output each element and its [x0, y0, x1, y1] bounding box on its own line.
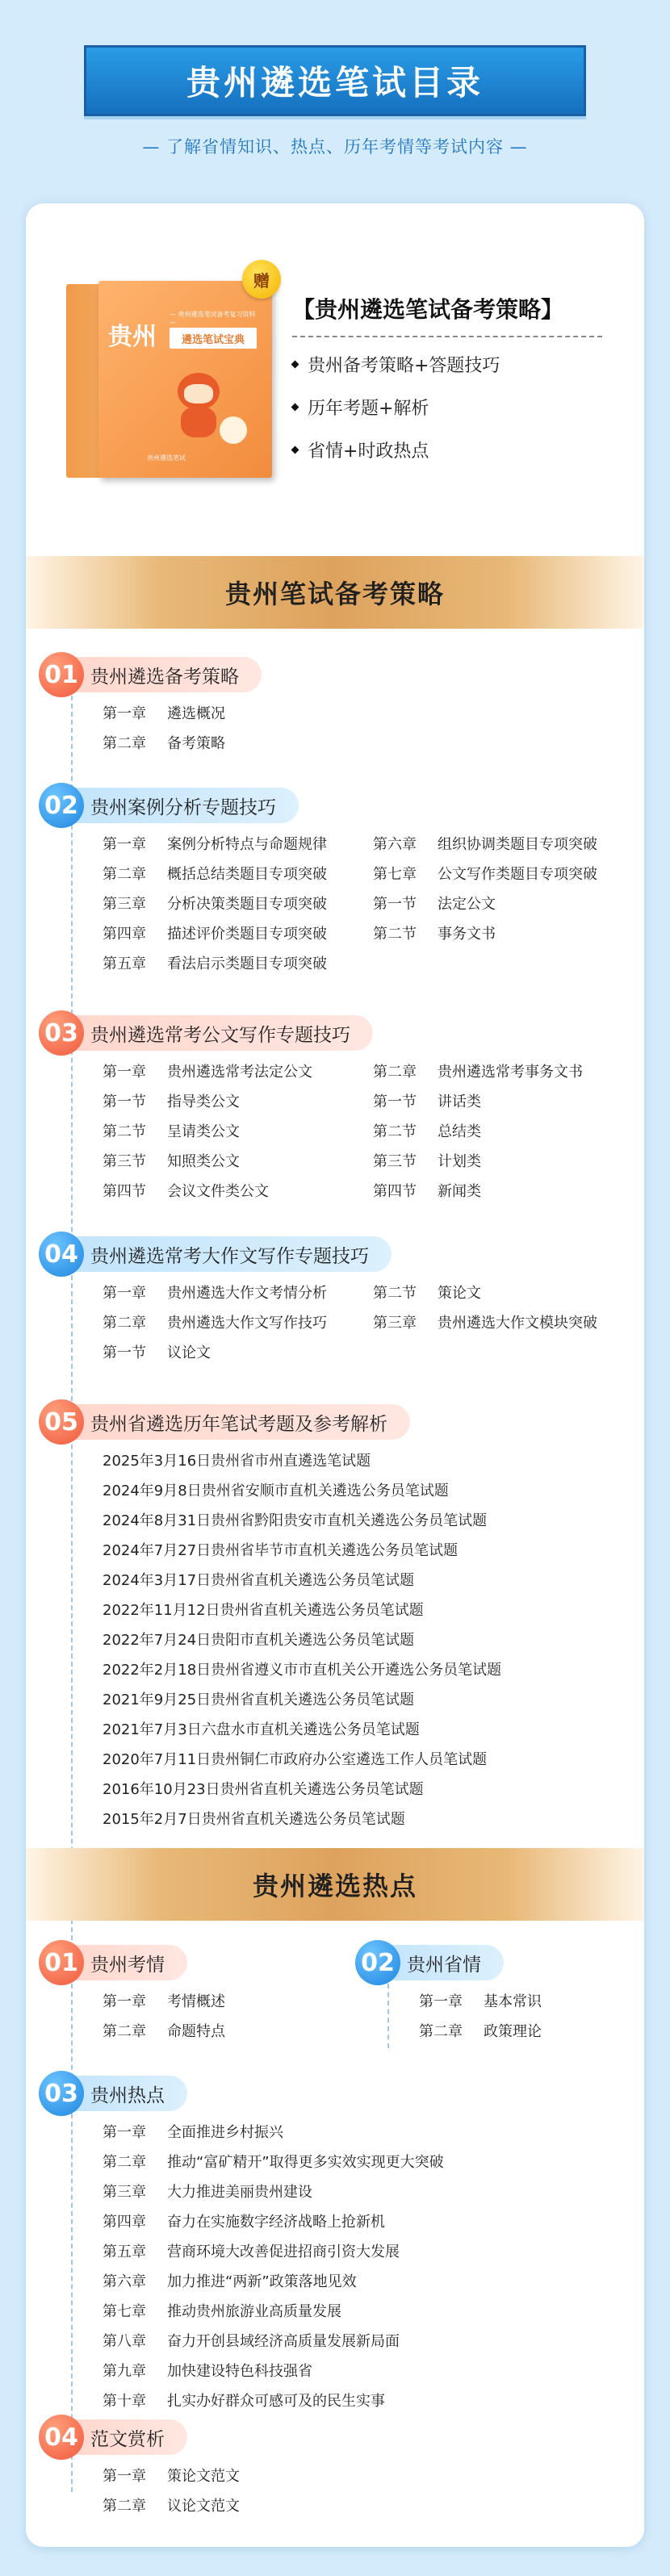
dashed-divider	[292, 336, 602, 337]
list-item: 第二章 概括总结类题目专项突破	[103, 865, 327, 883]
list-item: 第二节 呈请类公文	[103, 1123, 240, 1140]
list-item: 第二章 政策理论	[419, 2022, 542, 2040]
part-title: 贵州省情	[376, 1945, 504, 1980]
list-item: 2024年7月27日贵州省毕节市直机关遴选公务员笔试题	[103, 1541, 459, 1559]
list-item: 第四节 新闻类	[373, 1182, 481, 1200]
list-item: 2024年3月17日贵州省直机关遴选公务员笔试题	[103, 1571, 415, 1589]
part-01-list	[103, 697, 225, 757]
catalog-card	[26, 203, 644, 2547]
part-02-list-left	[103, 828, 327, 977]
gift-badge-icon: 赠	[242, 260, 281, 299]
list-item: 第一节 议论文	[103, 1344, 211, 1361]
part-header-02	[44, 786, 299, 825]
part-title: 贵州遴选常考大作文写作专题技巧	[60, 1236, 392, 1272]
list-item: 2021年9月25日贵州省直机关遴选公务员笔试题	[103, 1691, 415, 1708]
part-number: 01	[39, 1940, 84, 1985]
book-image	[58, 260, 284, 478]
diamond-bullet-icon	[291, 446, 299, 454]
part-number: 03	[39, 1010, 84, 1056]
strategy-title: 【贵州遴选笔试备考策略】	[292, 296, 564, 323]
timeline-line	[387, 1984, 389, 2048]
strategy-item: 历年考题+解析	[292, 395, 615, 420]
list-item: 第二章 推动“富矿精开”取得更多实效实现更大突破	[103, 2153, 444, 2171]
part-04-list-right	[373, 1277, 597, 1336]
hot-part-02-list	[419, 1985, 542, 2045]
list-item: 第三章 分析决策类题目专项突破	[103, 895, 327, 913]
list-item: 2022年7月24日贵阳市直机关遴选公务员笔试题	[103, 1631, 415, 1649]
part-number: 02	[39, 783, 84, 828]
section-header-hotspots: 贵州遴选热点	[26, 1848, 644, 1921]
list-item: 第二章 备考策略	[103, 734, 225, 752]
list-item: 第一章 策论文范文	[103, 2467, 240, 2485]
section-header-strategy: 贵州笔试备考策略	[26, 556, 644, 629]
list-item: 第四章 奋力在实施数字经济战略上抢新机	[103, 2213, 385, 2231]
list-item: 第一章 贵州遴选大作文考情分析	[103, 1284, 327, 1302]
book-publisher: 贵州遴选笔试	[147, 454, 186, 462]
list-item: 第八章 奋力开创县域经济高质量发展新局面	[103, 2332, 400, 2350]
diamond-bullet-icon	[291, 361, 299, 369]
list-item: 2024年8月31日贵州省黔阳贵安市直机关遴选公务员笔试题	[103, 1512, 488, 1529]
list-item: 第四节 会议文件类公文	[103, 1182, 269, 1200]
list-item: 2020年7月11日贵州铜仁市政府办公室遴选工作人员笔试题	[103, 1750, 488, 1768]
list-item: 第一章 遴选概况	[103, 705, 225, 722]
list-item: 第三节 计划类	[373, 1152, 481, 1170]
list-item: 第一章 案例分析特点与命题规律	[103, 835, 327, 853]
timeline-line	[71, 696, 73, 1997]
hot-part-header-04	[44, 2418, 187, 2457]
part-03-list-right	[373, 1056, 583, 1205]
hot-part-04-list	[103, 2460, 240, 2520]
part-title: 贵州案例分析专题技巧	[60, 788, 299, 823]
list-item: 第二章 贵州遴选常考事务文书	[373, 1063, 583, 1081]
list-item: 2016年10月23日贵州省直机关遴选公务员笔试题	[103, 1780, 424, 1798]
list-item: 第二章 议论文范文	[103, 2497, 240, 2515]
hot-part-01-list	[103, 1985, 225, 2045]
part-number: 03	[39, 2071, 84, 2116]
list-item: 第五章 看法启示类题目专项突破	[103, 955, 327, 972]
part-title: 贵州遴选常考公文写作专题技巧	[60, 1015, 373, 1051]
part-title: 范文赏析	[60, 2419, 187, 2455]
list-item: 第二节 策论文	[373, 1284, 481, 1302]
list-item: 第十章 扎实办好群众可感可及的民生实事	[103, 2392, 385, 2410]
hot-part-header-02	[360, 1943, 504, 1982]
list-item: 第一节 指导类公文	[103, 1093, 240, 1110]
list-item: 第六章 加力推进“两新”政策落地见效	[103, 2273, 357, 2290]
list-item: 2022年11月12日贵州省直机关遴选公务员笔试题	[103, 1601, 424, 1619]
list-item: 2025年3月16日贵州省市州直遴选笔试题	[103, 1452, 371, 1470]
list-item: 第四章 描述评价类题目专项突破	[103, 925, 327, 943]
strategy-item: 贵州备考策略+答题技巧	[292, 352, 615, 377]
list-item: 第二章 贵州遴选大作文写作技巧	[103, 1314, 327, 1332]
part-02-list-right	[373, 828, 597, 947]
part-title: 贵州考情	[60, 1945, 187, 1980]
list-item: 第二章 命题特点	[103, 2022, 225, 2040]
book-front-cover	[98, 281, 272, 478]
part-04-list-left	[103, 1277, 327, 1366]
part-title: 贵州热点	[60, 2076, 187, 2111]
list-item: 2015年2月7日贵州省直机关遴选公务员笔试题	[103, 1810, 405, 1828]
part-number: 04	[39, 1232, 84, 1277]
part-number: 02	[355, 1940, 400, 1985]
part-number: 01	[39, 652, 84, 697]
list-item: 第三节 知照类公文	[103, 1152, 240, 1170]
list-item: 第九章 加快建设特色科技强省	[103, 2362, 312, 2380]
list-item: 第一节 法定公文	[373, 895, 496, 913]
list-item: 第一章 基本常识	[419, 1993, 542, 2010]
list-item: 第七章 推动贵州旅游业高质量发展	[103, 2302, 341, 2320]
book-cover-label: 遴选笔试宝典	[170, 328, 257, 349]
hot-part-header-01	[44, 1943, 187, 1982]
part-title: 贵州遴选备考策略	[60, 657, 262, 692]
list-item: 2022年2月18日贵州省遵义市市直机关公开遴选公务员笔试题	[103, 1661, 502, 1679]
hot-part-header-03	[44, 2074, 187, 2113]
page-title: 贵州遴选笔试目录	[186, 63, 484, 102]
past-exams-list	[103, 1445, 501, 1833]
hot-part-03-list	[103, 2116, 444, 2415]
part-number: 04	[39, 2415, 84, 2460]
part-header-05	[44, 1403, 410, 1441]
strategy-item: 省情+时政热点	[292, 437, 615, 462]
list-item: 第一章 贵州遴选常考法定公文	[103, 1063, 312, 1081]
part-header-01	[44, 655, 262, 694]
list-item: 第一章 考情概述	[103, 1993, 225, 2010]
book-cover-title: 贵州	[108, 323, 157, 351]
part-title: 贵州省遴选历年笔试考题及参考解析	[60, 1404, 410, 1440]
list-item: 第五章 营商环境大改善促进招商引资大发展	[103, 2243, 400, 2260]
list-item: 第一节 讲话类	[373, 1093, 481, 1110]
part-header-04	[44, 1235, 392, 1273]
list-item: 第一章 全面推进乡村振兴	[103, 2123, 283, 2141]
diamond-bullet-icon	[291, 404, 299, 412]
list-item: 第二节 总结类	[373, 1123, 481, 1140]
list-item: 第七章 公文写作类题目专项突破	[373, 865, 597, 883]
list-item: 2021年7月3日六盘水市直机关遴选公务员笔试题	[103, 1721, 420, 1738]
page-subtitle: — 了解省情知识、热点、历年考情等考试内容 —	[142, 137, 528, 157]
title-banner	[84, 45, 586, 116]
book-ribbon-text: — 贵州遴选笔试备考复习资料 —	[170, 311, 256, 326]
part-number: 05	[39, 1399, 84, 1445]
moon-icon	[220, 416, 247, 444]
timeline-line	[71, 1984, 73, 2492]
strategy-summary	[292, 292, 615, 480]
part-03-list-left	[103, 1056, 312, 1205]
list-item: 第三章 贵州遴选大作文模块突破	[373, 1314, 597, 1332]
list-item: 第二节 事务文书	[373, 925, 496, 943]
part-header-03	[44, 1014, 373, 1052]
list-item: 2024年9月8日贵州省安顺市直机关遴选公务员笔试题	[103, 1482, 449, 1499]
mascot-icon	[173, 373, 224, 441]
list-item: 第六章 组织协调类题目专项突破	[373, 835, 597, 853]
list-item: 第三章 大力推进美丽贵州建设	[103, 2183, 312, 2201]
